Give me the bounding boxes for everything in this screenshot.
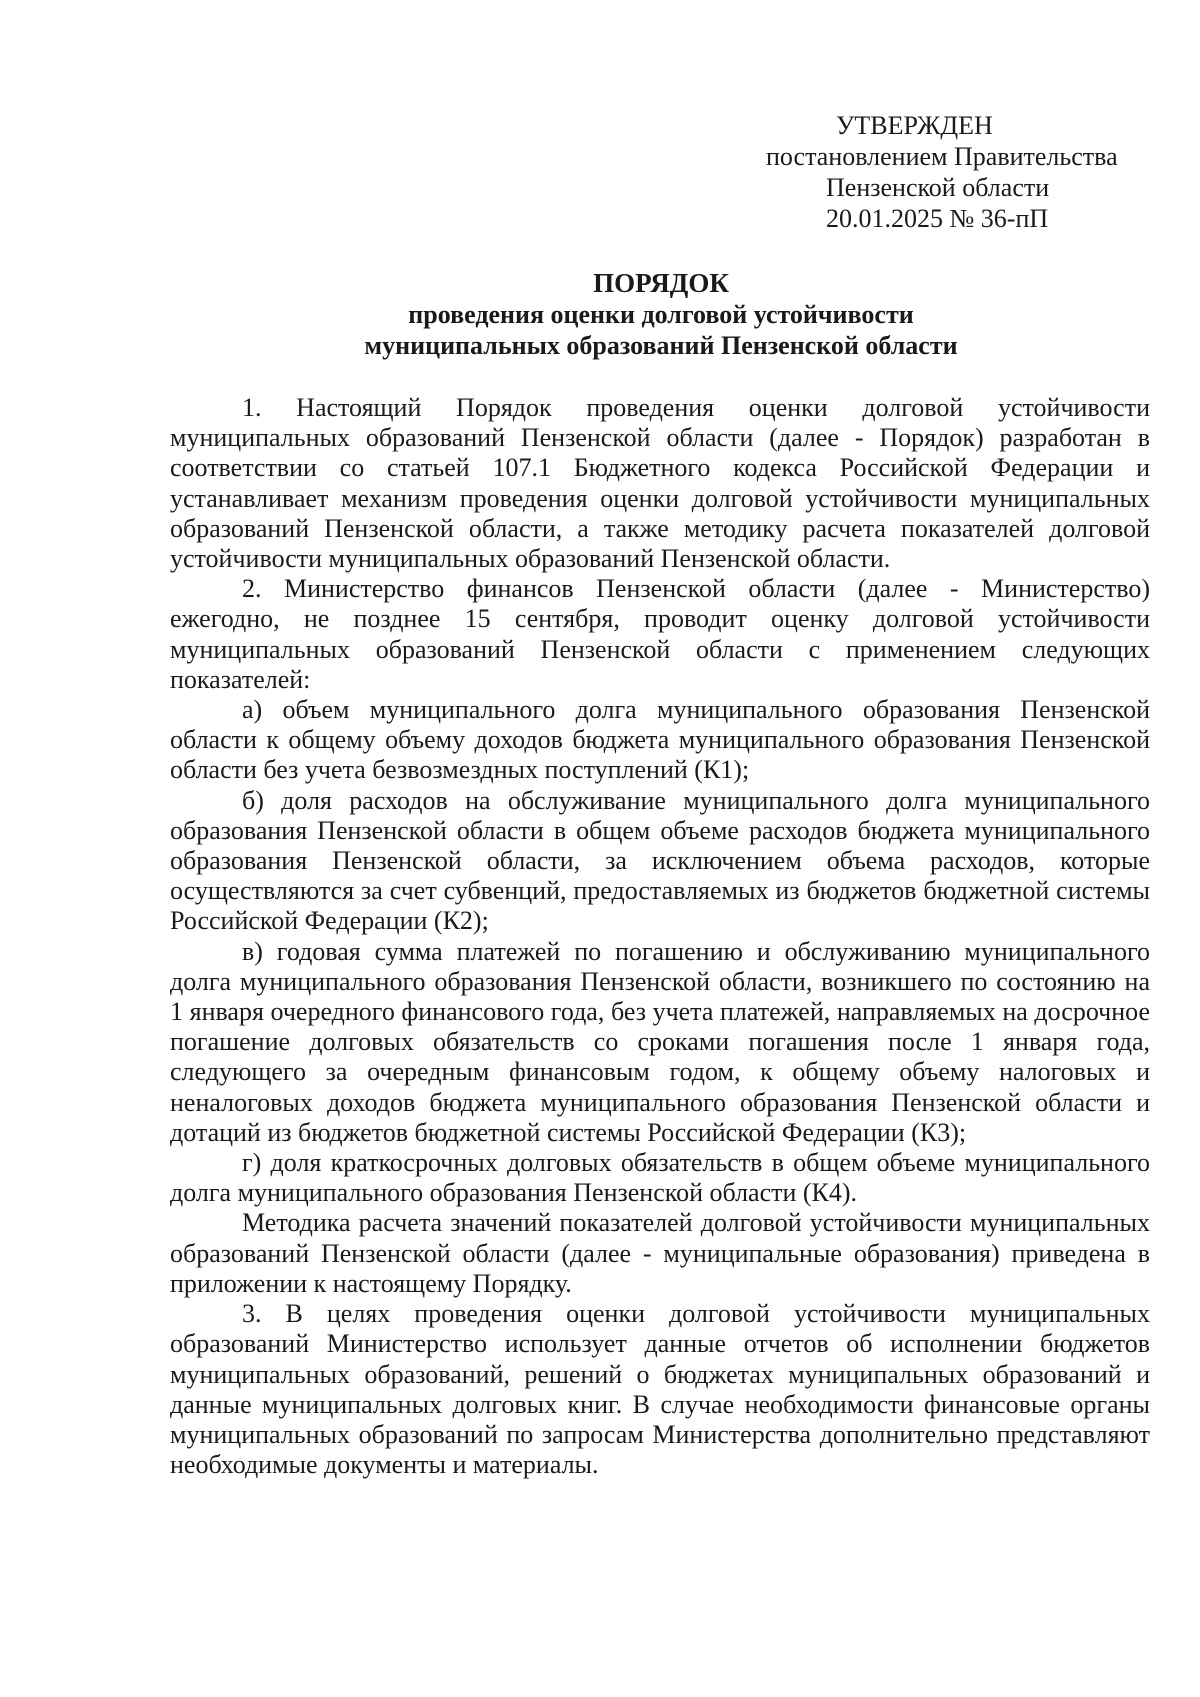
paragraph-1: 1. Настоящий Порядок проведения оценки долговой устойчивости муниципальных образований Пензенской области (далее - Порядок) разработан в соответствии со статьей 107.1 Бюджетного кодекса Российской Федерации и устанавливает механизм проведения оценки долговой устойчивости муниципальных образований Пензенской области, а также методику расчета показателей долговой устойчивости муниципальных образований Пензенской области. bbox=[170, 393, 1150, 574]
paragraph-2c: в) годовая сумма платежей по погашению и обслуживанию муниципального долга муниципального образования Пензенской области, возникшего по состоянию на 1 января очередного финансового года, без учета платежей, направляемых на досрочное погашение долговых обязательств со сроками погашения после 1 января года, следующего за очередным финансовым годом, к общему объему налоговых и неналоговых доходов бюджета муниципального образования Пензенской области и дотаций из бюджетов бюджетной системы Российской Федерации (К3); bbox=[170, 936, 1150, 1147]
approval-status: УТВЕРЖДЕН bbox=[836, 111, 993, 140]
paragraph-2b: б) доля расходов на обслуживание муниципального долга муниципального образования Пензенской области в общем объеме расходов бюджета муниципального образования Пензенской области, за исключением объема расходов, которые осуществляются за счет субвенций, предоставляемых из бюджетов бюджетной системы Российской Федерации (К2); bbox=[170, 785, 1150, 936]
paragraph-2d: г) доля краткосрочных долговых обязательств в общем объеме муниципального долга муниципального образования Пензенской области (К4). bbox=[170, 1148, 1150, 1208]
title-subtitle-line-1: проведения оценки долговой устойчивости bbox=[408, 300, 914, 329]
approval-stamp bbox=[700, 110, 1160, 234]
paragraph-3: 3. В целях проведения оценки долговой устойчивости муниципальных образований Министерство использует данные отчетов об исполнении бюджетов муниципальных образований, решений о бюджетах муниципальных образований и данные муниципальных долговых книг. В случае необходимости финансовые органы муниципальных образований по запросам Министерства дополнительно представляют необходимые документы и материалы. bbox=[170, 1299, 1150, 1480]
paragraph-2a: а) объем муниципального долга муниципального образования Пензенской области к общему объему доходов бюджета муниципального образования Пензенской области без учета безвозмездных поступлений (К1); bbox=[170, 695, 1150, 785]
document-body bbox=[170, 393, 1150, 1480]
title-main: ПОРЯДОК bbox=[593, 268, 729, 298]
approval-date-number: 20.01.2025 № 36-пП bbox=[826, 204, 1049, 233]
approval-authority: постановлением Правительства bbox=[766, 142, 1118, 171]
paragraph-2: 2. Министерство финансов Пензенской области (далее - Министерство) ежегодно, не позднее 15 сентября, проводит оценку долговой устойчивости муниципальных образований Пензенской области с применением следующих показателей: bbox=[170, 574, 1150, 694]
document-title bbox=[170, 268, 1152, 361]
title-subtitle-line-2: муниципальных образований Пензенской области bbox=[364, 331, 958, 360]
paragraph-methodology: Методика расчета значений показателей долговой устойчивости муниципальных образований Пензенской области (далее - муниципальные образования) приведена в приложении к настоящему Порядку. bbox=[170, 1208, 1150, 1298]
approval-region: Пензенской области bbox=[826, 173, 1050, 202]
